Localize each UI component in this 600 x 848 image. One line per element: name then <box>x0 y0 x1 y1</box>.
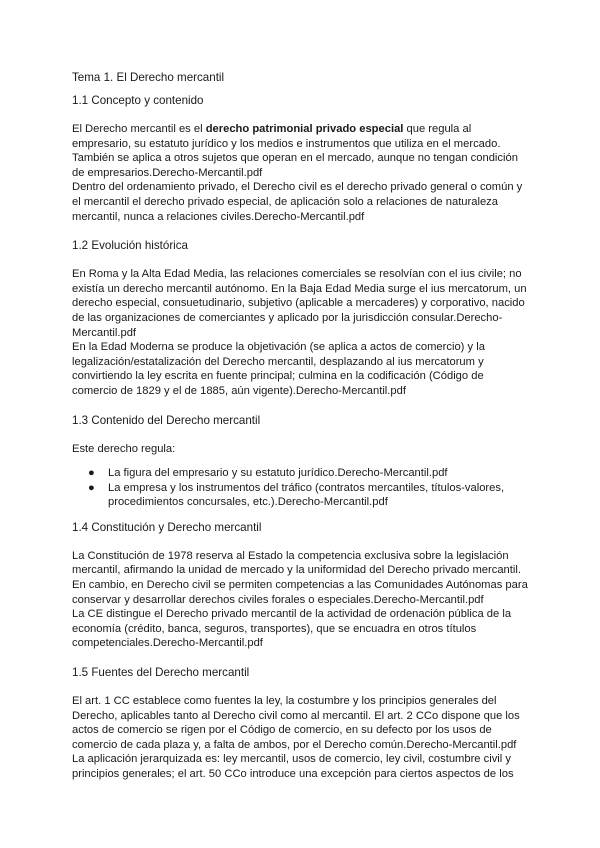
list-item <box>72 466 532 481</box>
heading-1-4: 1.4 Constitución y Derecho mercantil <box>72 520 262 534</box>
bullet-list <box>72 466 532 510</box>
paragraph-1-3-intro: Este derecho regula: <box>72 442 176 455</box>
paragraph-1-4-b: La CE distingue el Derecho privado mercantil de la actividad de ordenación pública de la economía (crédito, banca, seguros, transportes), que se encuadra en otros títulos competenciales.Derecho-Mercantil.pdf <box>72 608 512 650</box>
paragraph-1-2-b: En la Edad Moderna se produce la objetivación (se aplica a actos de comercio) y la legalización/estatalización del Derecho mercantil, desplazando al ius mercatorum y convirtiendo la ley escrita en fuente principal; culmina en la codificación (Código de comercio de 1829 y el de 1885, aún vigente).Derecho-Mercantil.pdf <box>72 341 485 397</box>
paragraph-1-5-a: El art. 1 CC establece como fuentes la ley, la costumbre y los principios generales del Derecho, aplicables tanto al Derecho civil como al mercantil. El art. 2 CCo dispone que los actos de comercio se rigen por el Código de comercio, en su defecto por los usos de comercio de cada plaza y, a falta de ambos, por el Derecho común.Derecho-Mercantil.pdf <box>72 695 520 751</box>
bullet-icon: ● <box>88 481 95 494</box>
text-run: que regula al empresario, su estatuto jurídico y los medios e instrumentos que utiliza en el mercado. También se aplica a otros sujetos que operan en el mercado, aunque no tengan condición de empresarios.Derecho-Mercantil.pdf <box>72 123 518 179</box>
paragraph-1-2-a: En Roma y la Alta Edad Media, las relaciones comerciales se resolvían con el ius civile; no existía un derecho mercantil autónomo. En la Baja Edad Media surge el ius mercatorum, un derecho especial, consuetudinario, subjetivo (aplicable a mercaderes) y corporativo, nacido de las organizaciones de comerciantes y aplicado por la jurisdicción consular.Derecho-Mercantil.pdf <box>72 268 527 339</box>
bold-term: derecho patrimonial privado especial <box>205 123 404 135</box>
paragraph-1-1-a <box>72 122 532 180</box>
paragraph-1-1-b: Dentro del ordenamiento privado, el Derecho civil es el derecho privado general o común y el mercantil el derecho privado especial, de aplicación solo a relaciones de naturaleza mercantil, nunca a relaciones civiles.Derecho-Mercantil.pdf <box>72 181 523 223</box>
list-item-text: La empresa y los instrumentos del tráfico (contratos mercantiles, títulos-valores, procedimientos concursales, etc.).Derecho-Mercantil.pdf <box>108 481 505 509</box>
list-item <box>72 481 532 510</box>
heading-1-5: 1.5 Fuentes del Derecho mercantil <box>72 666 250 680</box>
heading-1-1: 1.1 Concepto y contenido <box>72 94 204 107</box>
heading-1-3: 1.3 Contenido del Derecho mercantil <box>72 413 261 427</box>
document-title: Tema 1. El Derecho mercantil <box>72 71 225 84</box>
text-run: El Derecho mercantil es el <box>72 123 206 135</box>
paragraph-1-5-b: La aplicación jerarquizada es: ley mercantil, usos de comercio, ley civil, costumbre civil y principios generales; el art. 50 CCo introduce una excepción para ciertos aspectos de los <box>72 753 514 780</box>
document-page <box>72 70 532 782</box>
paragraph-1-4-a: La Constitución de 1978 reserva al Estado la competencia exclusiva sobre la legislación mercantil, afirmando la unidad de mercado y la uniformidad del Derecho privado mercantil. En cambio, en Derecho civil se permiten competencias a las Comunidades Autónomas para conservar y desarrollar derechos civiles forales o especiales.Derecho-Mercantil.pdf <box>72 549 528 606</box>
heading-1-2: 1.2 Evolución histórica <box>72 239 188 253</box>
list-item-text: La figura del empresario y su estatuto jurídico.Derecho-Mercantil.pdf <box>108 467 448 480</box>
bullet-icon: ● <box>88 467 95 480</box>
